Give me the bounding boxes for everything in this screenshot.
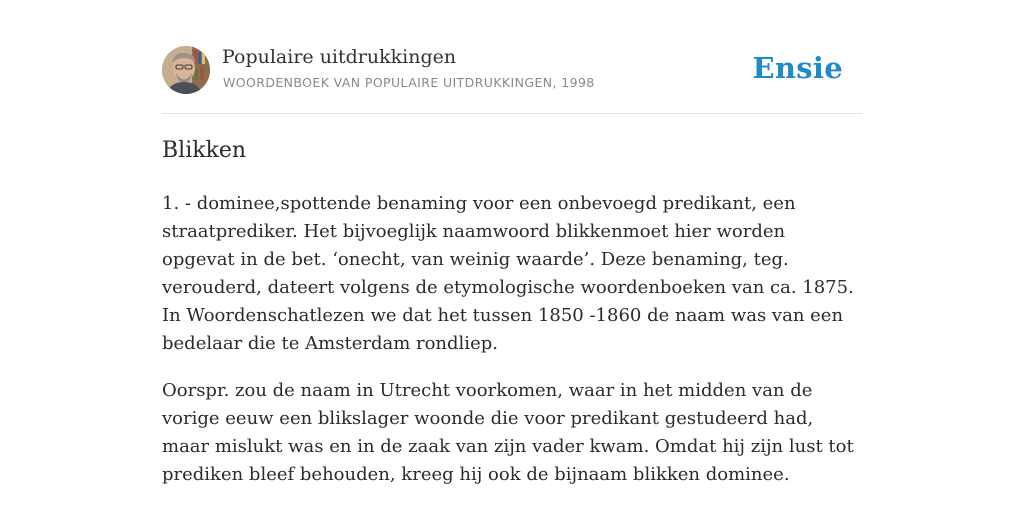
author-avatar[interactable] bbox=[162, 46, 210, 94]
entry-body bbox=[162, 190, 862, 508]
entry-paragraph: Oorspr. zou de naam in Utrecht voorkomen, waar in het midden van de vorige eeuw een blikslager woonde die voor predikant gestudeerd had, maar mislukt was en in de zaak van zijn vader kwam. Omdat hij zijn lust tot prediken bleef behouden, kreeg hij ook de bijnaam blikken dominee. bbox=[162, 380, 854, 485]
entry-title: Blikken bbox=[162, 138, 247, 163]
source-header bbox=[162, 0, 862, 114]
source-subtitle: WOORDENBOEK VAN POPULAIRE UITDRUKKINGEN, 1998 bbox=[223, 75, 595, 90]
author-portrait-icon bbox=[162, 46, 210, 94]
entry-paragraph: 1. - dominee,spottende benaming voor een onbevoegd predikant, een straatprediker. Het bijvoeglijk naamwoord blikkenmoet hier worden opgevat in de bet. ‘onecht, van weinig waarde’. Deze benaming, teg. verouderd, dateert volgens de etymologische woordenboeken van ca. 1875. In Woordenschatlezen we dat het tussen 1850 -1860 de naam was van een bedelaar die te Amsterdam rondliep. bbox=[162, 193, 854, 354]
ensie-logo[interactable]: Ensie bbox=[752, 51, 843, 85]
source-title[interactable]: Populaire uitdrukkingen bbox=[222, 46, 457, 68]
entry-card bbox=[162, 0, 862, 485]
